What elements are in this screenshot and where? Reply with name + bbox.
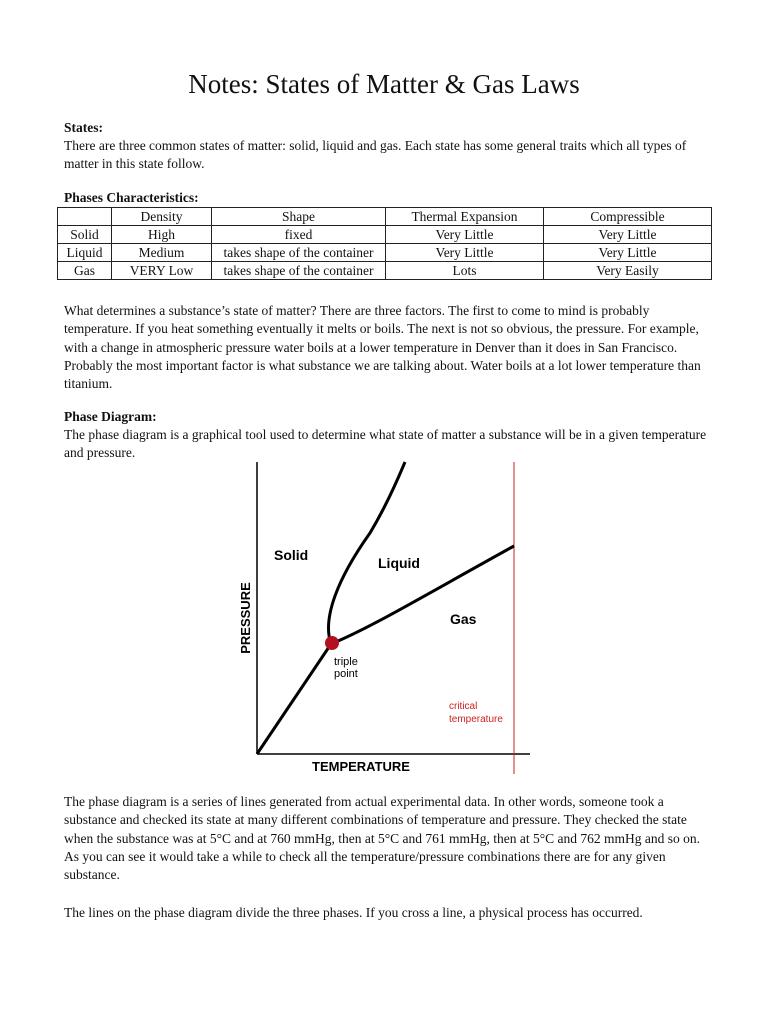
states-heading: States: [64, 120, 103, 135]
solid-gas-boundary [257, 644, 331, 754]
table-header-cell: Compressible [544, 208, 712, 226]
table-row [58, 262, 712, 280]
phases-heading: Phases Characteristics: [64, 190, 199, 205]
table-cell: Lots [386, 262, 544, 280]
triple-point-label: point [334, 668, 358, 680]
table-header-row [58, 208, 712, 226]
solid-liquid-boundary [329, 462, 405, 644]
table-cell: Very Easily [544, 262, 712, 280]
region-label-liquid: Liquid [378, 555, 420, 571]
table-cell: High [112, 226, 212, 244]
table-cell: takes shape of the container [212, 262, 386, 280]
liquid-gas-boundary [331, 546, 514, 644]
table-row [58, 226, 712, 244]
region-label-solid: Solid [274, 547, 309, 563]
y-axis-label: PRESSURE [238, 582, 253, 654]
lines-paragraph: The lines on the phase diagram divide the three phases. If you cross a line, a physical process has occurred. [64, 905, 643, 920]
table-cell: VERY Low [112, 262, 212, 280]
table-cell: Solid [58, 226, 112, 244]
states-paragraph: There are three common states of matter: solid, liquid and gas. Each state has some general traits which all types of matter in this state follow. [64, 138, 687, 172]
region-label-gas: Gas [450, 611, 477, 627]
table-cell: fixed [212, 226, 386, 244]
critical-temperature-label: critical [449, 701, 478, 712]
table-cell: Very Little [544, 226, 712, 244]
table-cell: takes shape of the container [212, 244, 386, 262]
table-row [58, 244, 712, 262]
critical-temperature-label: temperature [449, 714, 503, 725]
table-cell: Very Little [386, 244, 544, 262]
phase-diagram-heading: Phase Diagram: [64, 409, 157, 424]
triple-point-marker [325, 636, 339, 650]
phase-diagram-intro: The phase diagram is a graphical tool used to determine what state of matter a substance will be in a given temperature and pressure. [64, 427, 707, 461]
table-cell: Gas [58, 262, 112, 280]
table-cell: Liquid [58, 244, 112, 262]
x-axis-label: TEMPERATURE [312, 759, 410, 774]
table-header-cell: Thermal Expansion [386, 208, 544, 226]
table-cell: Very Little [544, 244, 712, 262]
explanation-paragraph: The phase diagram is a series of lines generated from actual experimental data. In other words, someone took a substance and checked its state at many different combinations of temperature and pressure. They checked the state when the substance was at 5°C and at 760 mmHg, then at 5°C and 761 mmHg, then at 5°C and 762 mmHg and so on. As you can see it would take a while to check all the temperature/pressure combinations there are for any given substance. [64, 794, 700, 883]
factors-paragraph: What determines a substance’s state of matter? There are three factors. The first to come to mind is probably temperature. If you heat something eventually it melts or boils. The next is not so obvious, the pressure. For example, with a change in atmospheric pressure water boils at a lower temperature in Denver than it does in San Francisco. Probably the most important factor is what substance we are talking about. Water boils at a lot lower temperature than titanium. [64, 303, 701, 392]
table-cell: Medium [112, 244, 212, 262]
table-header-cell: Density [112, 208, 212, 226]
phase-diagram-figure [230, 458, 530, 780]
phases-table [57, 207, 712, 280]
table-header-cell: Shape [212, 208, 386, 226]
page-title: Notes: States of Matter & Gas Laws [188, 69, 580, 99]
triple-point-label: triple [334, 656, 358, 668]
table-header-cell [58, 208, 112, 226]
table-cell: Very Little [386, 226, 544, 244]
